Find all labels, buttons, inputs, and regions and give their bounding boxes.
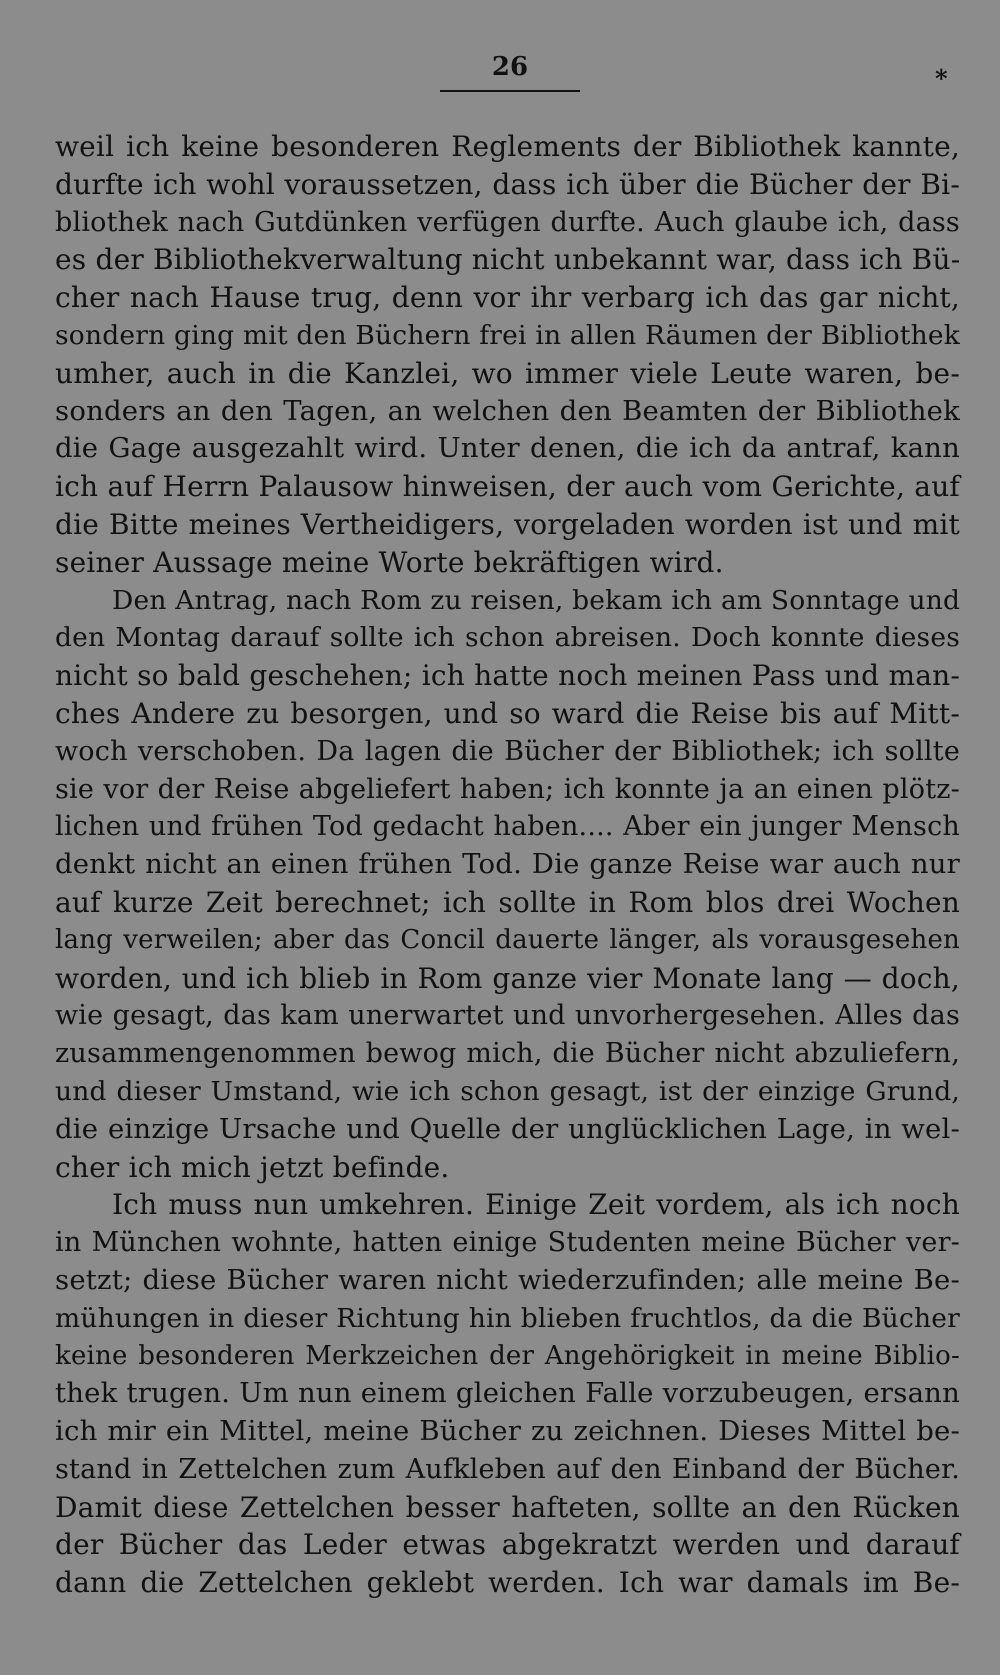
body-text: [55, 128, 960, 1602]
text-line: worden, und ich blieb in Rom ganze vier Monate lang — doch,: [55, 961, 960, 995]
text-line: die Gage ausgezahlt wird. Unter denen, die ich da antraf, kann: [55, 432, 960, 465]
text-line: cher nach Hause trug, denn vor ihr verbarg ich das gar nicht,: [55, 281, 960, 315]
text-line: bliothek nach Gutdünken verfügen durfte. Auch glaube ich, dass: [55, 206, 960, 238]
text-line: der Bücher das Leder etwas abgekratzt werden und darauf: [55, 1528, 960, 1562]
text-line: ich mir ein Mittel, meine Bücher zu zeichnen. Dieses Mittel be-: [55, 1415, 960, 1448]
text-line: setzt; diese Bücher waren nicht wiederzufinden; alle meine Be-: [55, 1263, 960, 1296]
text-line: cher ich mich jetzt befinde.: [55, 1150, 450, 1184]
text-line: dann die Zettelchen geklebt werden. Ich war damals im Be-: [55, 1566, 960, 1600]
header-rule: [440, 90, 580, 92]
text-line: die Bitte meines Vertheidigers, vorgeladen worden ist und mit: [55, 507, 960, 541]
text-line: mühungen in dieser Richtung hin blieben fruchtlos, da die Bücher: [55, 1302, 960, 1334]
text-line: sondern ging mit den Büchern frei in allen Räumen der Bibliothek: [55, 319, 960, 351]
text-line: lang verweilen; aber das Concil dauerte länger, als vorausgesehen: [55, 924, 960, 955]
text-line: und dieser Umstand, wie ich schon gesagt, ist der einzige Grund,: [55, 1075, 960, 1107]
text-line: umher, auch in die Kanzlei, wo immer viele Leute waren, be-: [55, 356, 960, 390]
text-line: Ich muss nun umkehren. Einige Zeit vordem, als ich noch: [112, 1188, 960, 1222]
text-line: ches Andere zu besorgen, und so ward die Reise bis auf Mitt-: [55, 696, 960, 730]
text-line: lichen und frühen Tod gedacht haben.... Aber ein junger Mensch: [55, 811, 960, 843]
text-line: keine besonderen Merkzeichen der Angehörigkeit in meine Biblio-: [55, 1340, 960, 1371]
text-line: weil ich keine besonderen Reglements der Bibliothek kannte,: [55, 130, 960, 163]
margin-mark: *: [935, 64, 948, 93]
text-line: thek trugen. Um nun einem gleichen Falle vorzubeugen, ersann: [55, 1377, 960, 1410]
text-line: stand in Zettelchen zum Aufkleben auf den Einband der Bücher.: [55, 1453, 960, 1485]
text-line: die einzige Ursache und Quelle der unglücklichen Lage, in wel-: [55, 1112, 960, 1145]
text-line: in München wohnte, hatten einige Studenten meine Bücher ver-: [55, 1227, 960, 1259]
text-line: wie gesagt, das kam unerwartet und unvorhergesehen. Alles das: [55, 1000, 960, 1032]
text-line: Damit diese Zettelchen besser hafteten, sollte an den Rücken: [55, 1490, 960, 1524]
text-line: zusammengenommen bewog mich, die Bücher nicht abzuliefern,: [55, 1038, 960, 1070]
page-number: 26: [491, 52, 529, 82]
text-line: denkt nicht an einen frühen Tod. Die ganze Reise war auch nur: [55, 848, 960, 881]
text-line: ich auf Herrn Palausow hinweisen, der auch vom Gerichte, auf: [55, 470, 960, 504]
text-line: auf kurze Zeit berechnet; ich sollte in Rom blos drei Wochen: [55, 885, 960, 919]
text-line: den Montag darauf sollte ich schon abreisen. Doch konnte dieses: [55, 622, 960, 654]
text-line: durfte ich wohl voraussetzen, dass ich über die Bücher der Bi-: [55, 167, 960, 201]
text-line: sie vor der Reise abgeliefert haben; ich konnte ja an einen plötz-: [55, 773, 960, 805]
text-line: es der Bibliothekverwaltung nicht unbekannt war, dass ich Bü-: [55, 243, 961, 277]
text-line: seiner Aussage meine Worte bekräftigen wird.: [55, 545, 724, 579]
text-line: nicht so bald geschehen; ich hatte noch meinen Pass und man-: [55, 659, 960, 693]
text-line: woch verschoben. Da lagen die Bücher der Bibliothek; ich sollte: [55, 735, 960, 767]
text-line: sonders an den Tagen, an welchen den Beamten der Bibliothek: [55, 394, 960, 427]
page-header: [440, 50, 580, 92]
text-line: Den Antrag, nach Rom zu reisen, bekam ich am Sonntage und: [112, 584, 961, 616]
